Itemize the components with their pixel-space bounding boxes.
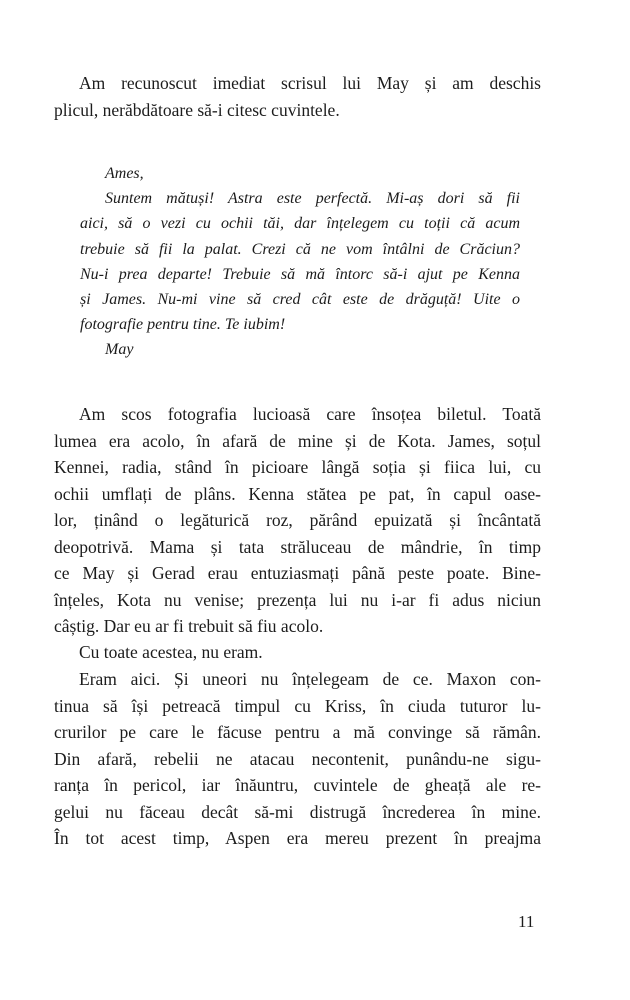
page-number: 11 [518, 912, 535, 931]
final-paragraph [54, 666, 541, 852]
text-line: tinua să își petreacă timpul cu Kriss, în ciuda tuturor lu- [54, 695, 541, 716]
text-line: Am recunoscut imediat scrisul lui May și am deschis [79, 73, 541, 93]
text-line: deopotrivă. Mama și tata străluceau de mândrie, în timp [54, 536, 541, 557]
text-line: Eram aici. Și uneori nu înțelegeam de ce. Maxon con- [79, 669, 541, 689]
text-line: gelui nu făceau decât să-mi distrugă încrederea în mine. [54, 801, 541, 822]
text-line: În tot acest timp, Aspen era mereu prezent în preajma [54, 828, 541, 848]
text-line: înțeles, Kota nu venise; prezența lui nu i-ar fi adus niciun [54, 589, 541, 610]
text-line: ranța în pericol, iar înăuntru, cuvintele de gheață ale re- [54, 775, 541, 795]
letter-block [80, 161, 520, 363]
letter-signature: May [105, 341, 134, 359]
letter-line: și James. Nu-mi vine să cred cât este de drăguță! Uite o [80, 291, 520, 309]
text-line: Am scos fotografia lucioasă care însoțea biletul. Toată [79, 404, 541, 424]
text-line: plicul, nerăbdătoare să-i citesc cuvintele. [54, 99, 340, 120]
letter-line: fotografie pentru tine. Te iubim! [80, 316, 286, 334]
text-line: lumea era acolo, în afară de mine și de Kota. James, soțul [54, 430, 541, 451]
text-line: Cu toate acestea, nu eram. [79, 642, 263, 662]
letter-line: Nu-i prea departe! Trebuie să mă întorc să-i ajut pe Kenna [80, 265, 520, 283]
letter-line: trebuie să fii la palat. Crezi că ne vom întâlni de Crăciun? [80, 240, 520, 258]
text-line: Kennei, radia, stând în picioare lângă soția și fiica lui, cu [54, 457, 541, 477]
opening-paragraph [54, 70, 541, 123]
photo-paragraph [54, 401, 541, 640]
text-line: câștig. Dar eu ar fi trebuit să fiu acolo. [54, 616, 324, 636]
letter-salutation: Ames, [105, 165, 144, 182]
text-line: crurilor pe care le făcuse pentru a mă convinge să rămân. [54, 722, 541, 742]
text-line: Din afară, rebelii ne atacau necontenit, punându-ne sigu- [54, 748, 541, 769]
letter-line: aici, să o vezi cu ochii tăi, dar înțelegem cu toții că acum [80, 215, 520, 233]
text-line: lor, ținând o legăturică roz, părând epuizată și încântată [54, 510, 541, 530]
letter-line: Suntem mătuși! Astra este perfectă. Mi-aș dori să fii [105, 190, 520, 208]
text-line: ochii umflați de plâns. Kenna stătea pe pat, în capul oase- [54, 483, 541, 504]
text-line: ce May și Gerad erau entuziasmați până peste poate. Bine- [54, 563, 541, 583]
short-paragraph [54, 639, 541, 666]
